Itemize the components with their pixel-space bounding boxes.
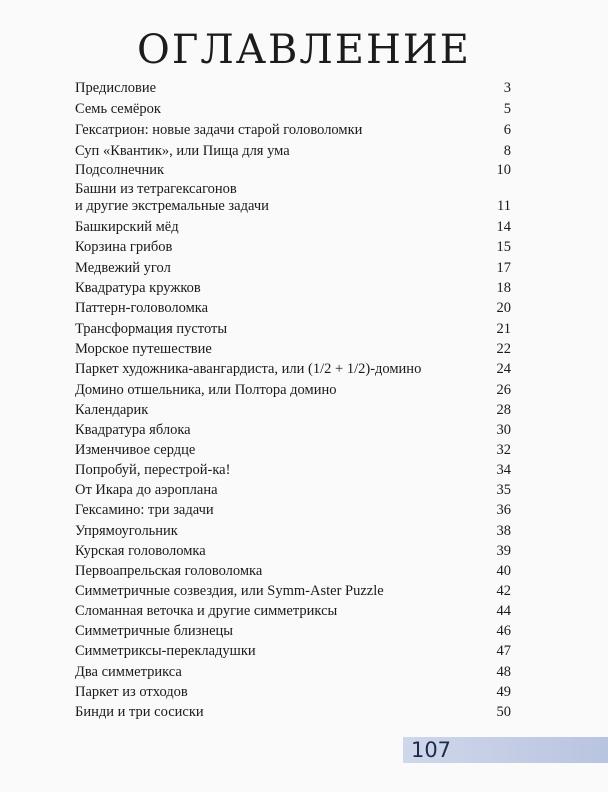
toc-entry-page: 26 [496,382,511,398]
toc-entry [75,603,511,620]
toc-entry-page: 8 [503,143,511,159]
toc-entry-page: 28 [496,402,511,418]
toc-entry [75,664,511,681]
toc-entry-page: 3 [503,80,511,96]
toc-entry-title: Домино отшельника, или Полтора домино [75,382,337,398]
toc-entry-title: Бинди и три сосиски [75,704,204,720]
toc-entry [75,181,511,215]
toc-entry-page: 42 [496,583,511,599]
toc-entry-title: Башни из тетрагексагонов [75,181,237,197]
toc-entry [75,239,511,256]
toc-entry-title: Симметричные близнецы [75,623,234,639]
toc-entry [75,502,511,519]
toc-entry-title: Корзина грибов [75,239,173,255]
toc-entry [75,563,511,580]
toc-entry-title: Квадратура кружков [75,280,201,296]
toc-entry-page: 17 [496,260,511,276]
toc-entry [75,543,511,560]
toc-entry-title: От Икара до аэроплана [75,482,218,498]
toc-entry-title: Паркет художника-авангардиста, или (1/2 + 1/2)-домино [75,361,422,377]
toc-entry [75,643,511,660]
toc-entry [75,280,511,297]
toc-entry-title: Два симметрикса [75,664,182,680]
toc-entry-page: 46 [496,623,511,639]
toc-entry [75,80,511,97]
toc-entry-page: 34 [496,462,511,478]
toc-entry-title: Подсолнечник [75,162,165,178]
toc-entry-page: 10 [496,162,511,178]
toc-entry [75,300,511,317]
toc-entry-page: 24 [496,361,511,377]
toc-entry-title: Предисловие [75,80,157,96]
toc-entry-page: 21 [496,321,511,337]
toc-entry-title: Гексамино: три задачи [75,502,214,518]
toc-entry-title: Симметриксы-перекладушки [75,643,256,659]
toc-entry-title: Морское путешествие [75,341,212,357]
toc-entry [75,162,511,179]
toc-entry-page: 48 [496,664,511,680]
toc-entry-page: 38 [496,523,511,539]
toc-entry [75,219,511,236]
toc-entry-title: Суп «Квантик», или Пища для ума [75,143,290,159]
toc-entry-title: Симметричные созвездия, или Symm-Aster Puzzle [75,583,384,599]
toc-entry [75,341,511,358]
page-number: 107 [410,738,452,762]
toc-entry-title: Паркет из отходов [75,684,188,700]
toc-entry-page: 50 [496,704,511,720]
toc-entry [75,704,511,721]
toc-entry-title: Календарик [75,402,149,418]
toc-entry-page: 11 [497,198,511,214]
toc-entry-title: Гексатрион: новые задачи старой головоломки [75,122,363,138]
toc-entry-page: 35 [496,482,511,498]
toc-entry-title: Первоапрельская головоломка [75,563,263,579]
toc-entry-title: Квадратура яблока [75,422,191,438]
toc-entry-page: 14 [496,219,511,235]
toc-entry-title: Упрямоугольник [75,523,178,539]
toc-entry [75,482,511,499]
toc-entry-title: Изменчивое сердце [75,442,196,458]
toc-entry [75,462,511,479]
toc-entry-page: 39 [496,543,511,559]
toc-entry-title: Башкирский мёд [75,219,179,235]
toc-entry-title: Сломанная веточка и другие симметриксы [75,603,338,619]
toc-entry-page: 22 [496,341,511,357]
toc-entry-page: 49 [496,684,511,700]
toc-entry-title: Медвежий угол [75,260,171,276]
toc-entry [75,101,511,118]
toc-entry-page: 40 [496,563,511,579]
toc-entry [75,442,511,459]
toc-entry-title: Попробуй, перестрой-ка! [75,462,231,478]
toc-entry-title: Паттерн-головоломка [75,300,209,316]
toc-entry-title: Трансформация пустоты [75,321,228,337]
toc-entry [75,382,511,399]
page-title: ОГЛАВЛЕНИЕ [137,27,471,73]
toc-entry [75,260,511,277]
toc-entry-page: 36 [496,502,511,518]
toc-entry [75,402,511,419]
toc-entry-page: 6 [503,122,511,138]
toc-entry-page: 20 [496,300,511,316]
toc-entry [75,623,511,640]
toc-entry [75,122,511,139]
toc-entry [75,523,511,540]
toc-entry-page: 47 [496,643,511,659]
toc-entry [75,143,511,160]
toc-entry-page: 5 [503,101,511,117]
toc-entry-title: Курская головоломка [75,543,206,559]
toc-entry-page: 32 [496,442,511,458]
toc-entry [75,422,511,439]
toc-entry [75,321,511,338]
toc-entry [75,684,511,701]
toc-entry-page: 44 [496,603,511,619]
toc-entry [75,583,511,600]
toc-entry [75,361,511,378]
toc-entry-page: 30 [496,422,511,438]
toc-entry-page: 18 [496,280,511,296]
toc-entry-title: Семь семёрок [75,101,161,117]
toc-entry-title-line2: и другие экстремальные задачи [75,198,269,214]
toc-entry-page: 15 [496,239,511,255]
